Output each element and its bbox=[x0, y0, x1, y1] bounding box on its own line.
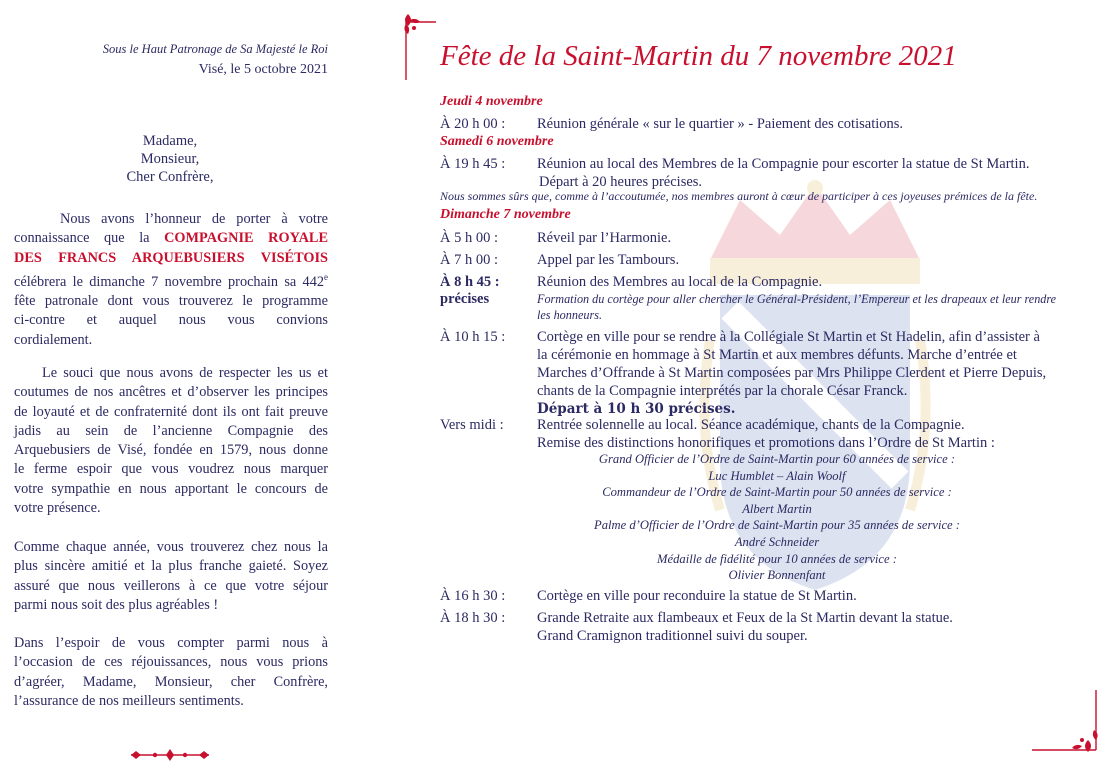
p1-line-4-text: célébrera le dimanche 7 novembre prochain sa 442 bbox=[14, 273, 324, 290]
ordinal-superscript: e bbox=[324, 271, 328, 282]
schedule-desc bbox=[537, 273, 1082, 323]
schedule-desc-line: Réunion des Membres au local de la Compagnie. bbox=[537, 274, 823, 290]
schedule-time: À 18 h 30 : bbox=[440, 610, 506, 626]
honor-recipient: André Schneider bbox=[734, 534, 820, 549]
schedule-desc-line: Départ à 20 heures précises. bbox=[539, 174, 703, 190]
salutation-madame: Madame, bbox=[142, 133, 198, 149]
saturday-note: Nous sommes sûrs que, comme à l’accoutumée, nos membres auront à cœur de participer à ces joyeuses prémices de la fête. bbox=[440, 189, 1038, 203]
schedule-desc bbox=[537, 251, 1082, 269]
schedule-time: À 19 h 45 : bbox=[440, 156, 506, 172]
corner-fleur-ornament-icon bbox=[400, 12, 438, 82]
schedule-desc bbox=[537, 416, 1082, 452]
day-heading-sunday: Dimanche 7 novembre bbox=[440, 207, 571, 222]
departure-notice: Départ à 10 h 30 précises. bbox=[537, 401, 736, 417]
schedule-desc bbox=[537, 328, 1082, 418]
schedule-time: À 20 h 00 : bbox=[440, 116, 506, 132]
p1-line-5: fête patronale dont vous trouverez le programme bbox=[14, 292, 328, 309]
schedule-desc-line: Grand Cramignon traditionnel suivi du souper. bbox=[537, 628, 808, 644]
p1-line-1: Nous avons l’honneur de porter à votre bbox=[60, 211, 328, 227]
p4-line: l’occasion de ces réjouissances, nous vous prions bbox=[14, 654, 328, 671]
honor-recipient: Olivier Bonnenfant bbox=[728, 568, 826, 583]
schedule-time: À 16 h 30 : bbox=[440, 588, 506, 604]
schedule-time: À 10 h 15 : bbox=[440, 329, 506, 345]
patronage-line: Sous le Haut Patronage de Sa Majesté le Roi bbox=[102, 42, 328, 56]
schedule-time: À 5 h 00 : bbox=[440, 230, 498, 246]
day-heading-thursday: Jeudi 4 novembre bbox=[440, 94, 543, 109]
schedule-desc-line: Rentrée solennelle au local. Séance académique, chants de la Compagnie. bbox=[537, 417, 965, 433]
p2-line: votre sympathie en nous apportant le concours de bbox=[14, 480, 328, 497]
p1-line-2 bbox=[14, 229, 328, 248]
honor-title: Grand Officier de l’Ordre de Saint-Martin pour 60 années de service : bbox=[598, 452, 956, 466]
p2-line: jadis au sein de l’ancienne Compagnie des bbox=[14, 422, 328, 439]
place-date: Visé, le 5 octobre 2021 bbox=[198, 62, 328, 77]
schedule-time: À 7 h 00 : bbox=[440, 252, 498, 268]
schedule-desc-note: Formation du cortège pour aller chercher le Général-Président, l’Empereur et les drapeaux et leur rendre bbox=[537, 292, 1057, 306]
p1-line-6: ci-contre et auquel nous vous convions bbox=[14, 312, 328, 329]
schedule-desc-line: Cortège en ville pour se rendre à la Collégiale St Martin et St Hadelin, afin d’assister à bbox=[537, 329, 1040, 345]
p2-line: votre présence. bbox=[14, 500, 101, 517]
schedule-time-note: précises bbox=[440, 291, 490, 307]
p2-line: le ferme espoir que vous voudrez nous marquer bbox=[14, 461, 328, 478]
p1-line-4 bbox=[14, 268, 328, 292]
schedule-desc-line: Grande Retraite aux flambeaux et Feux de la St Martin devant la statue. bbox=[537, 610, 953, 626]
schedule-desc-line: Marches d’Offrande à St Martin composées par Mrs Philippe Clerdent et Pierre Depuis, bbox=[537, 365, 1047, 381]
schedule-desc-line: Réunion au local des Membres de la Compagnie pour escorter la statue de St Martin. bbox=[537, 156, 1030, 172]
schedule-desc bbox=[537, 609, 1082, 645]
p4-line: l’assurance de nos meilleurs sentiments. bbox=[14, 692, 244, 709]
schedule-desc-line: Cortège en ville pour reconduire la statue de St Martin. bbox=[537, 588, 857, 604]
schedule-desc-note: les honneurs. bbox=[537, 308, 602, 322]
letter-paragraph-1 bbox=[14, 210, 328, 350]
p2-line: Arquebusiers de Visé, fondée en 1579, nous donne bbox=[14, 442, 328, 459]
honor-title: Commandeur de l’Ordre de Saint-Martin pour 50 années de service : bbox=[602, 485, 952, 500]
honor-title: Palme d’Officier de l’Ordre de Saint-Martin pour 35 années de service : bbox=[594, 518, 960, 533]
day-heading-saturday: Samedi 6 novembre bbox=[440, 134, 554, 149]
schedule-desc-line: Remise des distinctions honorifiques et promotions dans l’Ordre de St Martin : bbox=[537, 435, 995, 451]
p4-line: Dans l’espoir de vous compter parmi nous à bbox=[14, 635, 328, 651]
p3-line: Comme chaque année, vous trouverez chez nous la bbox=[14, 539, 328, 555]
p1-line-7: cordialement. bbox=[14, 331, 93, 348]
corner-fleur-ornament-icon bbox=[1030, 690, 1102, 760]
p4-line: d’agréer, Madame, Monsieur, cher Confrère, bbox=[14, 673, 328, 690]
honors-list bbox=[537, 451, 1017, 584]
p2-line: de loyauté et de confraternité dont ils ont fait preuve bbox=[14, 403, 328, 420]
schedule-desc bbox=[537, 587, 1082, 605]
p1-line-2-text: connaissance que la bbox=[14, 230, 165, 247]
salutation-monsieur: Monsieur, bbox=[140, 151, 200, 167]
p2-line: coutumes de nos ancêtres et d’observer les principes bbox=[14, 384, 328, 401]
schedule-time: Vers midi : bbox=[440, 417, 504, 433]
schedule-desc-line: la cérémonie en hommage à St Martin et aux membres défunts. Marche d’entrée et bbox=[537, 347, 1017, 363]
honor-recipient: Albert Martin bbox=[742, 501, 812, 516]
p3-line: assuré que nous veillerons à ce que votre séjour bbox=[14, 577, 328, 594]
fleur-ornament-icon bbox=[125, 748, 215, 762]
schedule-desc bbox=[537, 229, 1082, 247]
letter-paragraph-3 bbox=[14, 538, 328, 615]
program-title: Fête de la Saint-Martin du 7 novembre 2021 bbox=[440, 40, 957, 72]
salutation-confrere: Cher Confrère, bbox=[126, 169, 214, 185]
letter-paragraph-4 bbox=[14, 634, 328, 711]
company-name-part-2: DES FRANCS ARQUEBUSIERS VISÉTOIS bbox=[14, 249, 328, 266]
honor-title: Médaille de fidélité pour 10 années de service : bbox=[657, 551, 897, 566]
schedule-desc-line: Réveil par l’Harmonie. bbox=[537, 230, 672, 246]
schedule-time: À 8 h 45 : bbox=[440, 274, 500, 290]
schedule-desc bbox=[537, 115, 1082, 133]
schedule-desc-line: Réunion générale « sur le quartier » - Paiement des cotisations. bbox=[537, 116, 904, 132]
honor-recipient: Luc Humblet – Alain Woolf bbox=[708, 468, 846, 483]
company-name-part-1: COMPAGNIE ROYALE bbox=[164, 230, 328, 247]
p3-line: plus sincère amitié et la plus franche gaieté. Soyez bbox=[14, 558, 328, 575]
p2-line: Le souci que nous avons de respecter les us et bbox=[42, 365, 328, 381]
letter-paragraph-2 bbox=[14, 364, 328, 518]
p3-line: parmi nous soit des plus agréables ! bbox=[14, 596, 219, 613]
schedule-desc-line: Appel par les Tambours. bbox=[537, 252, 680, 268]
schedule-desc bbox=[537, 155, 1082, 191]
schedule-desc-line: chants de la Compagnie interprétés par la chorale César Franck. bbox=[537, 383, 908, 399]
